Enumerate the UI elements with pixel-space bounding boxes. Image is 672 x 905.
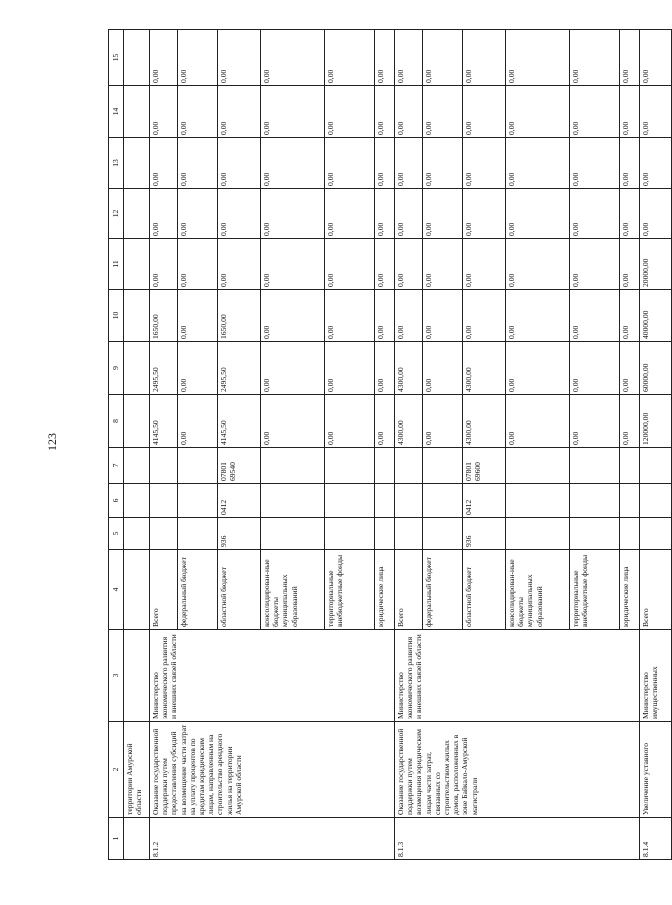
amount-cell: 0,00	[325, 342, 375, 395]
amount-cell: 0,00	[463, 290, 506, 342]
amount-cell: 0,00	[325, 239, 375, 290]
continuation-row	[124, 30, 150, 860]
amount-cell: 0,00	[506, 30, 570, 86]
cell	[124, 484, 150, 518]
amount-cell: 0,00	[178, 342, 218, 395]
amount-cell: 4300,00	[395, 342, 423, 395]
amount-cell: 0,00	[395, 239, 423, 290]
item-number: 8.1.2	[150, 818, 395, 860]
column-header: 6	[109, 484, 124, 518]
section-code	[325, 484, 375, 518]
amount-cell: 0,00	[423, 290, 463, 342]
section-code	[570, 484, 620, 518]
amount-cell: 0,00	[423, 395, 463, 448]
amount-cell: 0,00	[178, 290, 218, 342]
grbs-code	[325, 518, 375, 550]
amount-cell: 0,00	[620, 239, 640, 290]
target-article-code	[620, 448, 640, 484]
amount-cell: 0,00	[570, 290, 620, 342]
budget-table	[108, 29, 672, 860]
section-code	[375, 484, 395, 518]
funding-source: консолидирован-ные бюджеты муниципальных образований	[506, 550, 570, 630]
amount-cell: 0,00	[218, 138, 261, 189]
amount-cell: 4145,50	[218, 395, 261, 448]
amount-cell: 0,00	[506, 239, 570, 290]
target-article-code	[395, 448, 423, 484]
column-header: 1	[109, 818, 124, 860]
item-name: Увеличение уставного	[640, 722, 672, 818]
amount-cell: 0,00	[423, 189, 463, 239]
item-number: 8.1.4	[640, 818, 672, 860]
amount-cell: 0,00	[463, 138, 506, 189]
amount-cell: 0,00	[620, 395, 640, 448]
amount-cell: 0,00	[325, 395, 375, 448]
target-article-code	[150, 448, 178, 484]
amount-cell: 0,00	[395, 189, 423, 239]
amount-cell: 4145,50	[150, 395, 178, 448]
target-article-code	[423, 448, 463, 484]
target-article-code	[375, 448, 395, 484]
section-code	[506, 484, 570, 518]
section-code	[395, 484, 423, 518]
grbs-code	[640, 518, 672, 550]
amount-cell: 0,00	[325, 138, 375, 189]
amount-cell: 0,00	[375, 138, 395, 189]
amount-cell: 0,00	[150, 30, 178, 86]
amount-cell: 0,00	[570, 138, 620, 189]
column-header: 11	[109, 239, 124, 290]
cell	[124, 550, 150, 630]
amount-cell: 0,00	[150, 138, 178, 189]
amount-cell: 0,00	[640, 86, 672, 138]
amount-cell: 0,00	[395, 86, 423, 138]
amount-cell: 0,00	[178, 239, 218, 290]
grbs-code	[261, 518, 325, 550]
section-code	[423, 484, 463, 518]
amount-cell: 0,00	[178, 86, 218, 138]
amount-cell: 0,00	[261, 239, 325, 290]
column-header: 8	[109, 395, 124, 448]
amount-cell: 0,00	[178, 138, 218, 189]
amount-cell: 0,00	[570, 189, 620, 239]
target-article-code	[325, 448, 375, 484]
funding-source: Всего	[150, 550, 178, 630]
amount-cell: 0,00	[620, 86, 640, 138]
amount-cell: 0,00	[375, 86, 395, 138]
amount-cell: 0,00	[423, 30, 463, 86]
target-article-code: 07801 69600	[463, 448, 506, 484]
amount-cell: 0,00	[395, 290, 423, 342]
amount-cell: 2495,50	[218, 342, 261, 395]
amount-cell: 0,00	[570, 30, 620, 86]
amount-cell: 0,00	[375, 239, 395, 290]
grbs-code: 936	[218, 518, 261, 550]
amount-cell: 4300,00	[463, 395, 506, 448]
section-code	[261, 484, 325, 518]
amount-cell: 0,00	[325, 189, 375, 239]
amount-cell: 0,00	[150, 239, 178, 290]
amount-cell: 0,00	[640, 189, 672, 239]
item-name: Оказание государственной поддержки путем предоставления субсидий на возмещение части затрат на уплату процентов по кредитам юридическим лицам, направленным на строительство арендного жилья на территории Амурской области	[150, 722, 395, 818]
item-number: 8.1.3	[395, 818, 640, 860]
section-code	[178, 484, 218, 518]
amount-cell: 0,00	[150, 189, 178, 239]
amount-cell: 0,00	[395, 138, 423, 189]
amount-cell: 4300,00	[395, 395, 423, 448]
target-article-code	[640, 448, 672, 484]
section-code: 0412	[218, 484, 261, 518]
amount-cell: 0,00	[395, 30, 423, 86]
amount-cell: 0,00	[375, 290, 395, 342]
cell	[124, 342, 150, 395]
column-header: 3	[109, 630, 124, 722]
responsible-executor: Министерство экономического развития и внешних связей области	[150, 630, 395, 722]
column-header: 13	[109, 138, 124, 189]
amount-cell: 40000,00	[640, 290, 672, 342]
amount-cell: 0,00	[506, 86, 570, 138]
amount-cell: 0,00	[423, 138, 463, 189]
amount-cell: 0,00	[423, 239, 463, 290]
cell	[124, 818, 150, 860]
amount-cell: 0,00	[375, 30, 395, 86]
responsible-executor: Министерство имущественных	[640, 630, 672, 722]
column-header: 7	[109, 448, 124, 484]
funding-source: федеральный бюджет	[423, 550, 463, 630]
column-header: 10	[109, 290, 124, 342]
target-article-code	[261, 448, 325, 484]
funding-source: консолидирован-ные бюджеты муниципальных образований	[261, 550, 325, 630]
header-row	[109, 30, 124, 860]
page-number: 123	[45, 433, 59, 451]
column-header: 4	[109, 550, 124, 630]
item-name: Оказание государственной поддержки путем возмещения юридическим лицам части затрат, связанных со строительством жилых домов, расположенных в зоне Байкало-Амурской магистрали	[395, 722, 640, 818]
funding-source: Всего	[640, 550, 672, 630]
target-article-code	[570, 448, 620, 484]
funding-source: территориальные внебюджетные фонды	[570, 550, 620, 630]
responsible-executor: Министерство экономического развития и внешних связей области	[395, 630, 640, 722]
table-row	[640, 30, 672, 860]
amount-cell: 0,00	[570, 86, 620, 138]
amount-cell: 0,00	[570, 342, 620, 395]
amount-cell: 0,00	[218, 239, 261, 290]
amount-cell: 0,00	[261, 138, 325, 189]
grbs-code	[506, 518, 570, 550]
amount-cell: 0,00	[375, 342, 395, 395]
amount-cell: 0,00	[463, 239, 506, 290]
continued-name: территории Амурской области	[124, 722, 150, 818]
grbs-code	[150, 518, 178, 550]
amount-cell: 0,00	[178, 395, 218, 448]
section-code: 0412	[463, 484, 506, 518]
amount-cell: 0,00	[506, 189, 570, 239]
funding-source: федеральный бюджет	[178, 550, 218, 630]
section-code	[620, 484, 640, 518]
amount-cell: 0,00	[261, 86, 325, 138]
amount-cell: 1650,00	[218, 290, 261, 342]
rotated-table-wrapper	[108, 53, 660, 860]
amount-cell: 0,00	[261, 189, 325, 239]
cell	[124, 448, 150, 484]
amount-cell: 0,00	[423, 342, 463, 395]
amount-cell: 0,00	[506, 342, 570, 395]
amount-cell: 0,00	[506, 138, 570, 189]
column-header: 15	[109, 30, 124, 86]
cell	[124, 239, 150, 290]
cell	[124, 189, 150, 239]
grbs-code: 936	[463, 518, 506, 550]
amount-cell: 0,00	[218, 86, 261, 138]
amount-cell: 0,00	[325, 290, 375, 342]
amount-cell: 0,00	[570, 239, 620, 290]
amount-cell: 0,00	[463, 86, 506, 138]
amount-cell: 0,00	[261, 290, 325, 342]
amount-cell: 0,00	[325, 86, 375, 138]
amount-cell: 20000,00	[640, 239, 672, 290]
amount-cell: 0,00	[640, 30, 672, 86]
amount-cell: 0,00	[218, 30, 261, 86]
funding-source: юридические лица	[620, 550, 640, 630]
amount-cell: 0,00	[325, 30, 375, 86]
cell	[124, 630, 150, 722]
amount-cell: 0,00	[423, 86, 463, 138]
table-row	[395, 30, 423, 860]
amount-cell: 0,00	[375, 189, 395, 239]
amount-cell: 0,00	[375, 395, 395, 448]
target-article-code	[178, 448, 218, 484]
cell	[124, 518, 150, 550]
target-article-code	[506, 448, 570, 484]
amount-cell: 0,00	[463, 189, 506, 239]
amount-cell: 4300,00	[463, 342, 506, 395]
section-code	[150, 484, 178, 518]
amount-cell: 0,00	[463, 30, 506, 86]
amount-cell: 0,00	[506, 395, 570, 448]
column-header: 12	[109, 189, 124, 239]
amount-cell: 60000,00	[640, 342, 672, 395]
amount-cell: 2495,50	[150, 342, 178, 395]
amount-cell: 0,00	[178, 189, 218, 239]
amount-cell: 0,00	[620, 342, 640, 395]
amount-cell: 0,00	[506, 290, 570, 342]
grbs-code	[620, 518, 640, 550]
grbs-code	[423, 518, 463, 550]
section-code	[640, 484, 672, 518]
column-header: 9	[109, 342, 124, 395]
amount-cell: 0,00	[150, 86, 178, 138]
funding-source: юридические лица	[375, 550, 395, 630]
column-header: 14	[109, 86, 124, 138]
amount-cell: 0,00	[261, 342, 325, 395]
amount-cell: 0,00	[640, 138, 672, 189]
amount-cell: 1650,00	[150, 290, 178, 342]
amount-cell: 0,00	[620, 138, 640, 189]
cell	[124, 30, 150, 86]
column-header: 2	[109, 722, 124, 818]
amount-cell: 0,00	[178, 30, 218, 86]
grbs-code	[395, 518, 423, 550]
amount-cell: 0,00	[261, 30, 325, 86]
amount-cell: 0,00	[620, 189, 640, 239]
amount-cell: 0,00	[620, 290, 640, 342]
funding-source: Всего	[395, 550, 423, 630]
funding-source: областной бюджет	[463, 550, 506, 630]
amount-cell: 0,00	[261, 395, 325, 448]
table-row	[150, 30, 178, 860]
amount-cell: 120000,00	[640, 395, 672, 448]
grbs-code	[375, 518, 395, 550]
cell	[124, 138, 150, 189]
funding-source: областной бюджет	[218, 550, 261, 630]
grbs-code	[178, 518, 218, 550]
amount-cell: 0,00	[620, 30, 640, 86]
amount-cell: 0,00	[570, 395, 620, 448]
cell	[124, 86, 150, 138]
column-header: 5	[109, 518, 124, 550]
cell	[124, 395, 150, 448]
target-article-code: 07801 69540	[218, 448, 261, 484]
grbs-code	[570, 518, 620, 550]
funding-source: территориальные внебюджетные фонды	[325, 550, 375, 630]
amount-cell: 0,00	[218, 189, 261, 239]
cell	[124, 290, 150, 342]
